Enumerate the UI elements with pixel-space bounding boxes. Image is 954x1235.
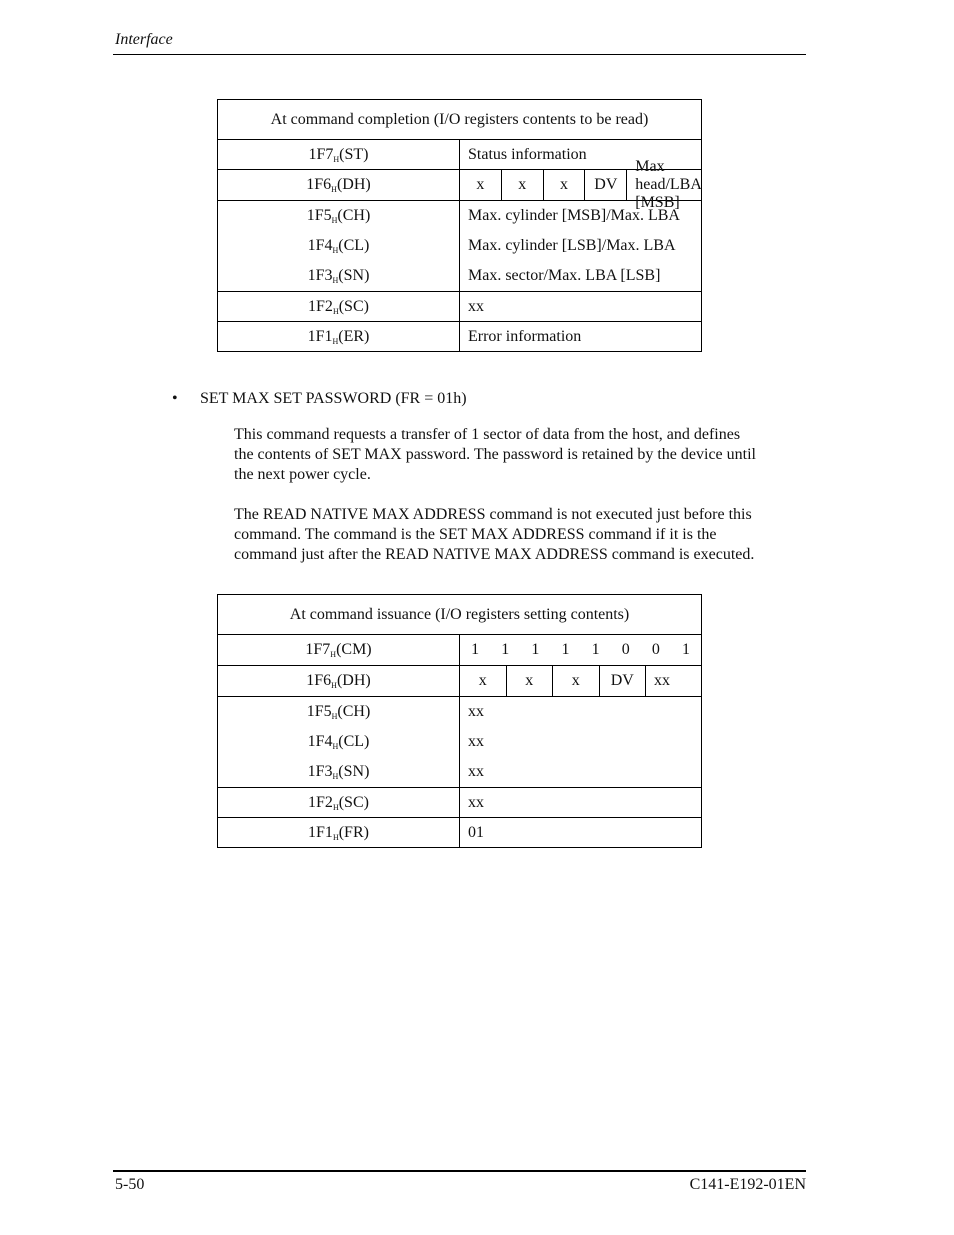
bit-cell: DV [585,170,627,200]
register-name: $1F1_H(FR)$ [218,818,460,848]
section-title: SET MAX SET PASSWORD (FR = 01h) [200,390,467,407]
register-value: 01 [460,818,702,848]
table-row [218,170,702,201]
bit-cell: x [502,170,544,200]
register-value: Error information [460,322,702,352]
bit-value: 1 [591,641,600,658]
completion-register-table [217,99,702,352]
bit-cell: x [544,170,586,200]
register-name: $1F7_H(ST)$ [218,140,460,170]
table-row [218,666,702,697]
register-value-group: xx xx xx [460,697,702,788]
bit-rest: xx [654,672,670,689]
running-header: Interface [115,31,173,48]
bit-value: 0 [621,641,630,658]
command-bits [460,635,702,666]
register-name-group: $1F5_H(CH)$ $1F4_H(CL)$ $1F3_H(SN)$ [218,201,460,292]
register-name: $1F7_H(CM)$ [218,635,460,666]
bit-value: 1 [501,641,510,658]
table-row-group [218,697,702,788]
bit-value: 1 [531,641,540,658]
register-value: xx [460,292,702,322]
document-code: C141-E192-01EN [689,1176,806,1193]
bit-cell: x [460,170,502,200]
bit-value: 1 [681,641,690,658]
register-name: $1F2_H(SC)$ [218,292,460,322]
register-name-group: $1F5_H(CH)$ $1F4_H(CL)$ $1F3_H(SN)$ [218,697,460,788]
header-rule [113,54,806,55]
table-row [218,788,702,818]
register-value: xx [460,788,702,818]
register-value: Status information [460,140,702,170]
bit-cell: x [553,666,600,696]
bit-cell: x [507,666,554,696]
register-name: $1F6_H(DH)$ [218,666,460,697]
bit-value: 1 [471,641,480,658]
table-row [218,635,702,666]
register-name: $1F2_H(SC)$ [218,788,460,818]
register-name: $1F6_H(DH)$ [218,170,460,201]
bit-rest: Max head/LBA [MSB] [635,158,702,211]
register-bits [460,666,702,697]
table-row [218,140,702,170]
table-caption: At command completion (I/O registers contents to be read) [218,100,702,140]
footer-rule [113,1170,806,1172]
table-row [218,322,702,352]
bit-value: 1 [561,641,570,658]
paragraph-1: This command requests a transfer of 1 sector of data from the host, and defines the contents of SET MAX password. The password is retained by the device until the next power cycle. [234,426,756,483]
bit-value: 0 [651,641,660,658]
bit-cell: DV [600,666,647,696]
issuance-register-table [217,594,702,848]
register-value-group: Max. cylinder [MSB]/Max. LBA Max. cylinder [LSB]/Max. LBA Max. sector/Max. LBA [LSB] [460,201,702,292]
bullet: • [172,390,178,407]
table-row [218,818,702,848]
register-bits [460,158,702,211]
table-caption: At command issuance (I/O registers setting contents) [218,595,702,635]
bit-cell: x [460,666,507,696]
section-heading [172,390,467,408]
table-row-group [218,201,702,292]
page-number: 5-50 [115,1176,145,1193]
paragraph-2: The READ NATIVE MAX ADDRESS command is not executed just before this command. The command is the SET MAX ADDRESS command if it is the command just after the READ NATIVE MAX ADDRESS command is executed. [234,506,755,563]
table-row [218,292,702,322]
register-name: $1F1_H(ER)$ [218,322,460,352]
